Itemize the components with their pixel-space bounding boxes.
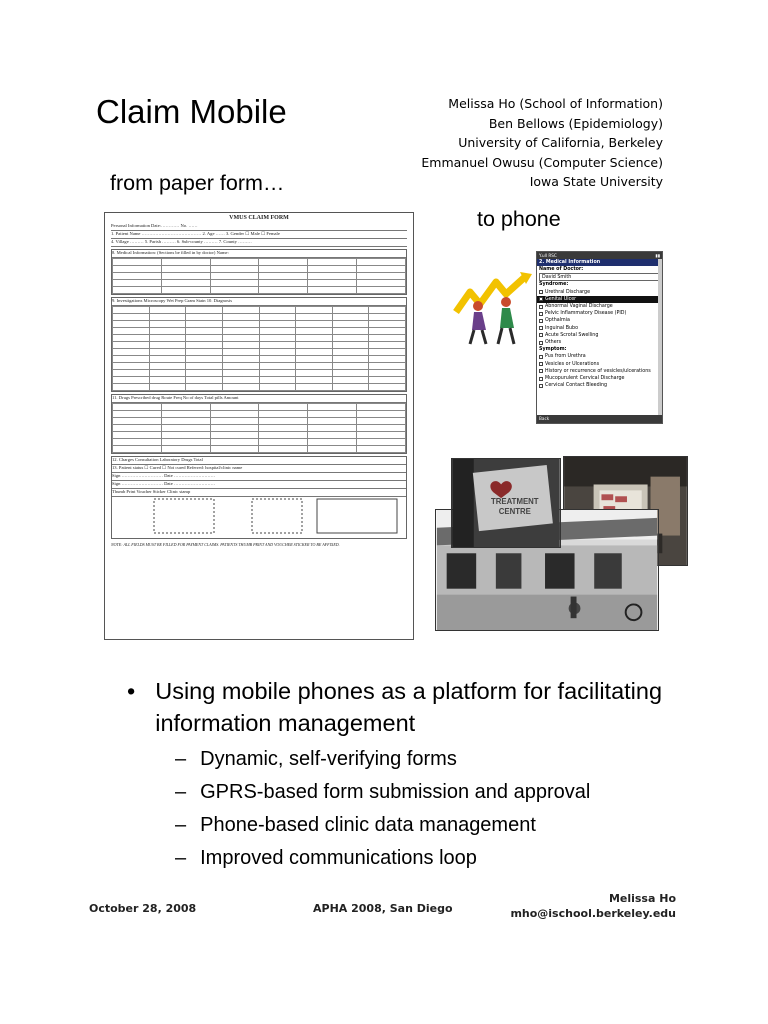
- syndrome-option-label: Abnormal Vaginal Discharge: [545, 304, 613, 310]
- symptom-option[interactable]: [537, 375, 662, 382]
- syndrome-option-selected[interactable]: [537, 296, 662, 303]
- subtitle-paper: from paper form…: [110, 171, 285, 195]
- syndrome-option-label: Others: [545, 340, 562, 346]
- author-line: Emmanuel Owusu (Computer Science): [421, 154, 663, 170]
- syndrome-option-label: Opthalmia: [545, 318, 570, 324]
- symptom-option[interactable]: [537, 382, 662, 389]
- author-line: Ben Bellows (Epidemiology): [488, 115, 663, 131]
- symptom-option-label: History or recurrence of vesicles/ulcerations: [545, 368, 651, 374]
- syndrome-option-label: Genital Ulcer: [545, 296, 577, 302]
- treatment-centre-sign-photo: [451, 458, 561, 548]
- sub-bullet-text: GPRS-based form submission and approval: [200, 781, 591, 803]
- slide-title: Claim Mobile: [96, 93, 287, 130]
- checkbox-icon: [539, 326, 543, 330]
- sub-bullet: [127, 842, 687, 875]
- checkbox-icon: [539, 341, 543, 345]
- footer-date: October 28, 2008: [89, 902, 197, 915]
- phone-header: 2. Medical Information: [537, 259, 662, 266]
- paper-form-row: 1. Patient Name ………………………………… 2. Age …… 3. Gender ☐ Male ☐ Female: [111, 231, 407, 239]
- syndrome-option[interactable]: [537, 310, 662, 317]
- doctor-label: Name of Doctor:: [539, 267, 584, 273]
- paper-form-grid: [112, 306, 406, 391]
- stamp-boxes: [112, 497, 402, 537]
- author-line: University of California, Berkeley: [458, 135, 663, 150]
- bullet-dot-icon: •: [127, 678, 136, 704]
- author-line: Iowa State University: [529, 174, 663, 189]
- phone-screen: [536, 251, 663, 424]
- syndrome-option-label: Acute Scrotal Swelling: [545, 332, 599, 338]
- phone-softkey-bar: [537, 415, 662, 423]
- doctor-field[interactable]: David Smith: [539, 273, 660, 281]
- paper-form-note: NOTE: ALL FIELDS MUST BE FILLED FOR PAYMENT CLAIMS. PATIENTS THUMB PRINT AND VOUCHER STICKER TO BE AFFIXED.: [111, 542, 340, 548]
- checkbox-icon: [539, 333, 543, 337]
- sub-bullet: [127, 776, 687, 809]
- sub-bullet-text: Dynamic, self-verifying forms: [200, 748, 457, 770]
- back-softkey[interactable]: Back: [539, 416, 550, 421]
- phone-scrollbar[interactable]: [658, 259, 662, 417]
- footer-name: Melissa Ho: [608, 892, 676, 905]
- subtitle-phone: to phone: [477, 207, 561, 231]
- paper-form-title: VMUS CLAIM FORM: [229, 215, 289, 221]
- main-bullet-text: Using mobile phones as a platform for facilitating information management: [155, 678, 663, 736]
- paper-form-block: [111, 249, 407, 295]
- checkbox-icon: [539, 355, 543, 359]
- paper-form-row: 8. Medical Information: (Sections be filled in by doctor) Name:: [112, 250, 406, 258]
- symptom-option[interactable]: [537, 368, 662, 375]
- paper-form-grid: [112, 403, 406, 453]
- checkbox-icon: [539, 290, 543, 294]
- paper-form-block: [111, 297, 407, 392]
- syndrome-option-label: Inguinal Bubo: [545, 325, 579, 331]
- battery-icon: ▮▮: [655, 253, 660, 258]
- author-line: Melissa Ho (School of Information): [448, 96, 663, 111]
- bullet-list: [127, 675, 687, 875]
- paper-form-row: 9. Investigations Microscopy Wet Prep Gram Stain 10. Diagnosis: [112, 298, 406, 306]
- paper-form-row: Sign ……………………… Date ………………………: [112, 481, 406, 489]
- syndrome-option[interactable]: [537, 289, 662, 296]
- paper-form-block: [111, 394, 407, 454]
- syndrome-option[interactable]: [537, 303, 662, 310]
- syndrome-option-label: Pelvic Inflammatory Disease (PID): [545, 311, 627, 317]
- footer-conference: APHA 2008, San Diego: [313, 902, 453, 915]
- dash-icon: –: [175, 847, 187, 869]
- symptom-label: Symptom:: [539, 347, 567, 353]
- symptom-option[interactable]: [537, 361, 662, 368]
- paper-form-image: [104, 212, 414, 640]
- syndrome-label: Syndrome:: [539, 282, 569, 288]
- syndrome-option[interactable]: [537, 339, 662, 346]
- paper-form-row: 4. Village ……… 5. Parish ……… 6. Sub-county ……… 7. County ………: [111, 239, 407, 247]
- author-list: [333, 94, 663, 192]
- symptom-option-label: Cervical Contact Bleeding: [545, 383, 608, 389]
- checkbox-icon: [539, 369, 543, 373]
- checkbox-icon: [539, 362, 543, 366]
- phone-status-text: Y.ull RSC: [539, 253, 557, 258]
- svg-text:CENTRE: CENTRE: [498, 506, 531, 516]
- footer-contact: [510, 891, 676, 921]
- dash-icon: –: [175, 781, 187, 803]
- syndrome-option[interactable]: [537, 332, 662, 339]
- sub-bullet: [127, 809, 687, 842]
- phone-status-bar: [537, 252, 662, 259]
- checkbox-icon: [539, 312, 543, 316]
- paper-form-row: 13. Patient status ☐ Cured ☐ Not cured Referred: hospital/clinic name: [112, 465, 406, 473]
- paper-form-row: Personal Information Date:………… No. ……: [111, 223, 407, 231]
- symptom-option-label: Vesicles or Ulcerations: [545, 361, 600, 367]
- syndrome-option-label: Urethral Discharge: [545, 289, 591, 295]
- paper-form-grid: [112, 258, 406, 294]
- dash-icon: –: [175, 814, 187, 836]
- paper-form-row: Sign ……………………… Date ………………………: [112, 473, 406, 481]
- main-bullet: [127, 675, 687, 739]
- symptom-option-label: Pus from Urethra: [545, 354, 586, 360]
- syndrome-option[interactable]: [537, 325, 662, 332]
- footer-email: mho@ischool.berkeley.edu: [510, 907, 676, 920]
- checkbox-icon: [539, 305, 543, 309]
- sub-bullet: [127, 743, 687, 776]
- paper-form-row: Thumb Print Voucher Sticker Clinic stamp: [112, 489, 406, 497]
- checkbox-icon: [539, 297, 543, 301]
- syndrome-option[interactable]: [537, 317, 662, 324]
- svg-text:TREATMENT: TREATMENT: [491, 496, 539, 506]
- growth-clipart-icon: [452, 272, 534, 348]
- checkbox-icon: [539, 377, 543, 381]
- paper-form-row: 11. Drugs Prescribed drug Route Freq No of days Total pills Amount: [112, 395, 406, 403]
- sub-bullet-text: Improved communications loop: [200, 847, 477, 869]
- symptom-option[interactable]: [537, 353, 662, 360]
- paper-form-block: [111, 456, 407, 540]
- dash-icon: –: [175, 748, 187, 770]
- sub-bullet-text: Phone-based clinic data management: [200, 814, 536, 836]
- checkbox-icon: [539, 319, 543, 323]
- symptom-option-label: Mucopurulent Cervical Discharge: [545, 376, 625, 382]
- paper-form-row: 12. Charges Consultation Laboratory Drugs Total: [112, 457, 406, 465]
- checkbox-icon: [539, 384, 543, 388]
